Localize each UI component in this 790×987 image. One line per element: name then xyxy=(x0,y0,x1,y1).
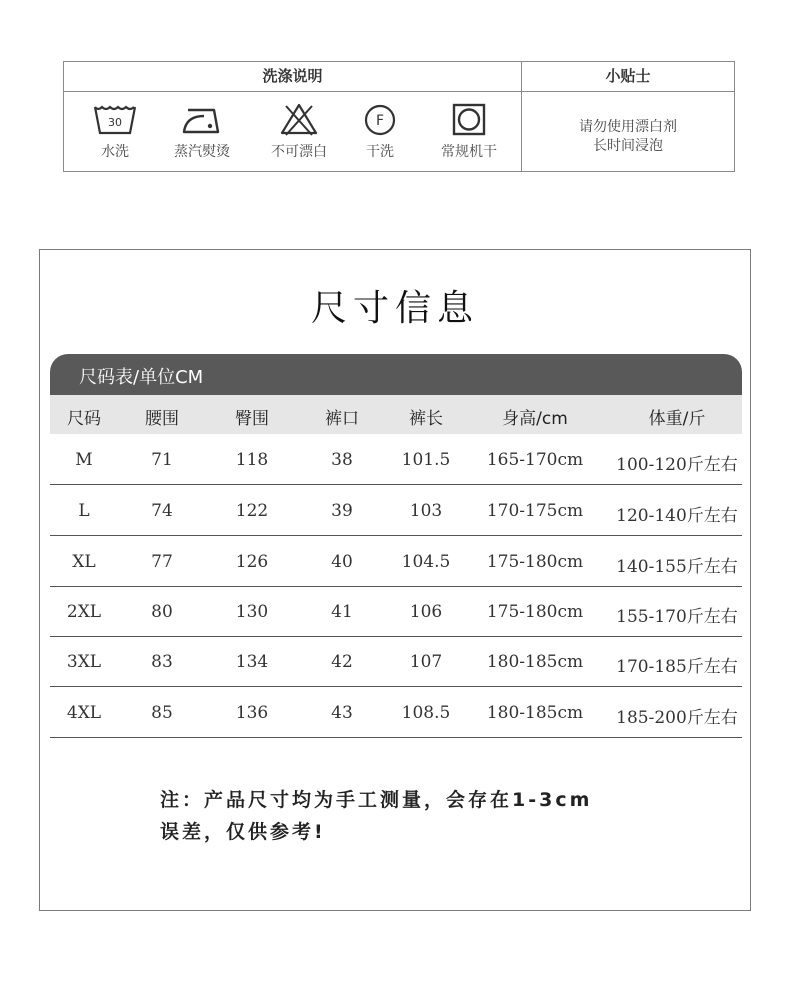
cell-height: 165-170cm xyxy=(486,450,584,470)
tips-text xyxy=(522,118,734,156)
header-leg-opening: 裤口 xyxy=(325,409,359,429)
cell-weight: 100-120斤左右 xyxy=(616,455,738,475)
cell-waist: 83 xyxy=(151,652,173,672)
size-table-bar xyxy=(50,354,742,395)
header-size: 尺码 xyxy=(67,409,101,429)
cell-waist: 71 xyxy=(151,450,173,470)
header-weight: 体重/斤 xyxy=(648,409,706,429)
size-title: 尺寸信息 xyxy=(310,288,479,329)
header-length: 裤长 xyxy=(409,409,443,429)
table-row xyxy=(50,636,742,687)
cell-waist: 74 xyxy=(151,501,173,521)
cell-leg-opening: 39 xyxy=(331,501,353,521)
dry-clean-letter: F xyxy=(375,113,385,129)
tips-title: 小贴士 xyxy=(605,67,651,85)
care-label-dryclean: 干洗 xyxy=(366,144,394,160)
cell-height: 175-180cm xyxy=(486,602,584,622)
cell-height: 170-175cm xyxy=(486,501,584,521)
cell-hip: 126 xyxy=(235,552,269,572)
tip-line-1: 请勿使用漂白剂 xyxy=(579,119,677,135)
size-table-label: 尺码表/单位CM xyxy=(79,367,204,388)
care-item-bleach xyxy=(254,102,344,161)
table-row xyxy=(50,536,742,587)
cell-height: 180-185cm xyxy=(486,703,584,723)
care-item-tumble xyxy=(424,102,514,161)
cell-hip: 118 xyxy=(235,450,269,470)
steam-iron-icon xyxy=(180,102,224,136)
size-note xyxy=(160,784,720,848)
no-bleach-icon xyxy=(277,102,321,136)
table-row xyxy=(50,687,742,738)
tip-line-2: 长时间浸泡 xyxy=(593,138,663,154)
care-panel xyxy=(63,61,735,172)
cell-length: 104.5 xyxy=(401,552,451,572)
care-label-tumble: 常规机干 xyxy=(441,144,497,160)
note-line-2: 误差，仅供参考! xyxy=(160,821,326,843)
note-line-1: 注：产品尺寸均为手工测量，会存在1-3cm xyxy=(160,789,593,811)
wash-30-icon xyxy=(93,102,137,136)
cell-size: 4XL xyxy=(66,703,102,723)
cell-leg-opening: 43 xyxy=(331,703,353,723)
cell-size: 2XL xyxy=(66,602,102,622)
wash-temp: 30 xyxy=(108,116,122,129)
header-height: 身高/cm xyxy=(502,409,568,429)
cell-leg-opening: 40 xyxy=(331,552,353,572)
care-item-dryclean xyxy=(335,102,425,161)
cell-height: 175-180cm xyxy=(486,552,584,572)
cell-hip: 136 xyxy=(235,703,269,723)
cell-leg-opening: 38 xyxy=(331,450,353,470)
cell-waist: 80 xyxy=(151,602,173,622)
size-table-header xyxy=(50,395,742,434)
cell-hip: 134 xyxy=(235,652,269,672)
tumble-dry-icon xyxy=(447,102,491,136)
cell-hip: 122 xyxy=(235,501,269,521)
cell-weight: 170-185斤左右 xyxy=(616,657,738,677)
table-row xyxy=(50,434,742,485)
cell-size: 3XL xyxy=(66,652,102,672)
cell-size: M xyxy=(75,450,93,470)
care-label-bleach: 不可漂白 xyxy=(271,144,327,160)
care-item-wash xyxy=(70,102,160,161)
cell-length: 106 xyxy=(409,602,443,622)
cell-height: 180-185cm xyxy=(486,652,584,672)
cell-size: L xyxy=(78,501,90,521)
cell-waist: 77 xyxy=(151,552,173,572)
care-item-iron xyxy=(157,102,247,161)
care-label-iron: 蒸汽熨烫 xyxy=(174,144,230,160)
header-waist: 腰围 xyxy=(145,409,179,429)
cell-length: 103 xyxy=(409,501,443,521)
cell-size: XL xyxy=(72,552,96,572)
cell-length: 101.5 xyxy=(401,450,451,470)
size-panel xyxy=(39,249,751,911)
cell-leg-opening: 42 xyxy=(331,652,353,672)
cell-hip: 130 xyxy=(235,602,269,622)
table-row xyxy=(50,485,742,536)
care-title: 洗涤说明 xyxy=(262,67,323,85)
header-hip: 臀围 xyxy=(235,409,269,429)
cell-waist: 85 xyxy=(151,703,173,723)
care-label-wash: 水洗 xyxy=(101,144,129,160)
cell-weight: 140-155斤左右 xyxy=(616,557,738,577)
dry-clean-icon xyxy=(358,102,402,136)
cell-weight: 185-200斤左右 xyxy=(616,708,738,728)
cell-length: 108.5 xyxy=(401,703,451,723)
cell-leg-opening: 41 xyxy=(331,602,353,622)
care-divider-horizontal xyxy=(64,91,734,92)
cell-length: 107 xyxy=(409,652,443,672)
table-row xyxy=(50,586,742,637)
cell-weight: 155-170斤左右 xyxy=(616,607,738,627)
cell-weight: 120-140斤左右 xyxy=(616,506,738,526)
